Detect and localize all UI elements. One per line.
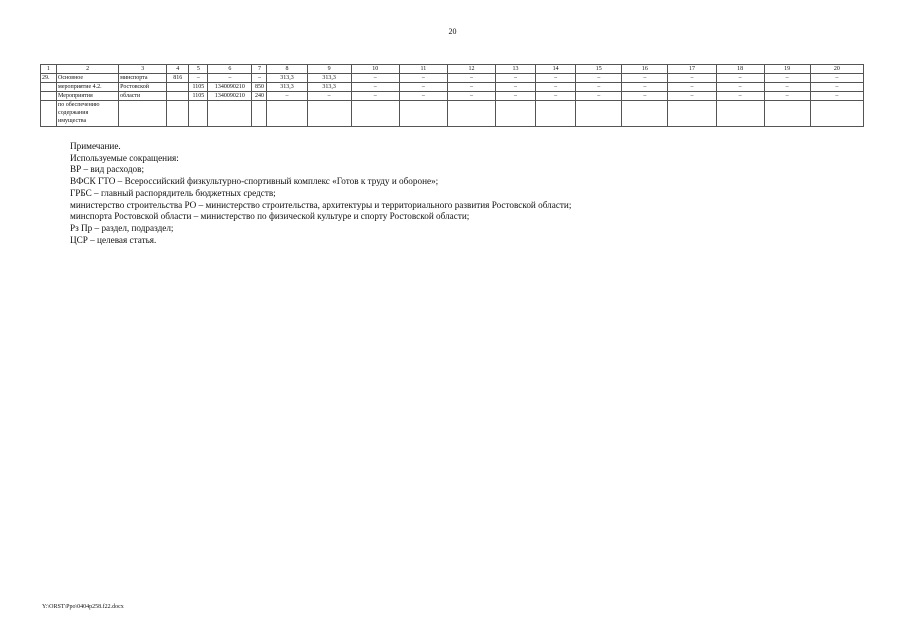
notes-subtitle: Используемые сокращения: bbox=[70, 152, 179, 163]
table-header-row bbox=[41, 65, 864, 74]
table-cell: – bbox=[351, 83, 399, 92]
table-cell: – bbox=[716, 92, 764, 101]
note-item: ЦСР – целевая статья. bbox=[70, 234, 157, 245]
table-cell: 816 bbox=[167, 74, 189, 83]
table-cell: – bbox=[716, 83, 764, 92]
table-cell: – bbox=[668, 74, 716, 83]
table-cell: 29. bbox=[41, 74, 57, 83]
table-cell bbox=[668, 101, 716, 127]
table-cell: 850 bbox=[252, 83, 267, 92]
table-cell: – bbox=[351, 74, 399, 83]
table-cell bbox=[307, 101, 351, 127]
header-cell: 20 bbox=[810, 65, 863, 74]
header-cell: 13 bbox=[496, 65, 536, 74]
notes-title: Примечание. bbox=[70, 141, 121, 151]
table-cell: – bbox=[496, 74, 536, 83]
table-cell bbox=[447, 101, 495, 127]
note-item: ГРБС – главный распорядитель бюджетных средств; bbox=[70, 187, 276, 198]
header-cell: 5 bbox=[189, 65, 208, 74]
table-cell: – bbox=[622, 92, 668, 101]
table-cell bbox=[189, 101, 208, 127]
table-cell: – bbox=[810, 83, 863, 92]
header-cell: 3 bbox=[119, 65, 167, 74]
table-cell: – bbox=[447, 74, 495, 83]
footer-file-path: Y:\ORST\Ppo\0404p258.f22.docx bbox=[42, 604, 124, 610]
budget-table bbox=[40, 64, 864, 127]
table-cell: – bbox=[622, 83, 668, 92]
table-cell bbox=[167, 83, 189, 92]
table-row bbox=[41, 83, 864, 92]
table-cell bbox=[267, 101, 307, 127]
table-cell: – bbox=[351, 92, 399, 101]
table-cell bbox=[622, 101, 668, 127]
table-cell: – bbox=[189, 74, 208, 83]
table-cell: – bbox=[307, 92, 351, 101]
table-cell bbox=[41, 101, 57, 127]
table-cell: – bbox=[622, 74, 668, 83]
table-cell bbox=[208, 101, 252, 127]
table-cell: 1105 bbox=[189, 92, 208, 101]
table-cell: – bbox=[399, 83, 447, 92]
table-cell: – bbox=[447, 92, 495, 101]
header-cell: 8 bbox=[267, 65, 307, 74]
table-cell: 313,3 bbox=[307, 74, 351, 83]
table-cell bbox=[41, 92, 57, 101]
table-cell: – bbox=[536, 74, 576, 83]
table-cell: – bbox=[764, 92, 810, 101]
table-cell bbox=[252, 101, 267, 127]
table-cell bbox=[167, 92, 189, 101]
table-cell bbox=[399, 101, 447, 127]
table-cell bbox=[496, 101, 536, 127]
table-cell: – bbox=[252, 74, 267, 83]
header-cell: 19 bbox=[764, 65, 810, 74]
note-item: минспорта Ростовской области – министерство по физической культуре и спорту Ростовской области; bbox=[70, 211, 470, 222]
header-cell: 17 bbox=[668, 65, 716, 74]
table-cell: Мероприятия bbox=[57, 92, 119, 101]
page-number: 20 bbox=[448, 27, 457, 36]
header-cell: 6 bbox=[208, 65, 252, 74]
table-cell: – bbox=[267, 92, 307, 101]
table-cell: 240 bbox=[252, 92, 267, 101]
table-cell: – bbox=[447, 83, 495, 92]
table-cell bbox=[576, 101, 622, 127]
header-cell: 18 bbox=[716, 65, 764, 74]
table-cell: 1340090210 bbox=[208, 92, 252, 101]
header-cell: 16 bbox=[622, 65, 668, 74]
table-cell: – bbox=[496, 92, 536, 101]
table-cell: – bbox=[576, 92, 622, 101]
table-cell bbox=[764, 101, 810, 127]
table-cell: 1105 bbox=[189, 83, 208, 92]
table-cell bbox=[351, 101, 399, 127]
table-cell bbox=[810, 101, 863, 127]
table-cell: – bbox=[668, 92, 716, 101]
table-cell: – bbox=[536, 92, 576, 101]
note-item: ВР – вид расходов; bbox=[70, 164, 145, 175]
table-cell: – bbox=[576, 83, 622, 92]
header-cell: 14 bbox=[536, 65, 576, 74]
table-cell: – bbox=[810, 92, 863, 101]
table-cell: 313,3 bbox=[267, 74, 307, 83]
table-cell: 313,3 bbox=[267, 83, 307, 92]
note-item: Рз Пр – раздел, подраздел; bbox=[70, 222, 174, 233]
table-cell: – bbox=[576, 74, 622, 83]
table-cell: мероприятие 4.2. bbox=[57, 83, 119, 92]
header-cell: 10 bbox=[351, 65, 399, 74]
note-item: ВФСК ГТО – Всероссийский физкультурно-спортивный комплекс «Готов к труду и обороне»; bbox=[70, 176, 439, 187]
table-cell: минспорта bbox=[119, 74, 167, 83]
header-cell: 1 bbox=[41, 65, 57, 74]
table-cell bbox=[167, 101, 189, 127]
table-cell: 313,3 bbox=[307, 83, 351, 92]
table-cell: – bbox=[764, 83, 810, 92]
table-cell bbox=[41, 83, 57, 92]
header-cell: 11 bbox=[399, 65, 447, 74]
table-cell: – bbox=[668, 83, 716, 92]
table-cell: – bbox=[208, 74, 252, 83]
table-cell: – bbox=[496, 83, 536, 92]
note-item: министерство строительства РО – министерство строительства, архитектуры и территориального развития Ростовской области; bbox=[70, 199, 572, 210]
table-cell: Основное bbox=[57, 74, 119, 83]
table-row bbox=[41, 101, 864, 127]
table-cell: по обеспечению содержания имущества bbox=[57, 101, 119, 127]
table-cell: – bbox=[810, 74, 863, 83]
table-cell: Ростовской bbox=[119, 83, 167, 92]
header-cell: 2 bbox=[57, 65, 119, 74]
table-cell bbox=[119, 101, 167, 127]
table-cell bbox=[716, 101, 764, 127]
table-cell: – bbox=[716, 74, 764, 83]
header-cell: 15 bbox=[576, 65, 622, 74]
table-cell: – bbox=[536, 83, 576, 92]
table-cell bbox=[536, 101, 576, 127]
table-cell: – bbox=[399, 74, 447, 83]
table-cell: – bbox=[399, 92, 447, 101]
notes-block bbox=[70, 141, 571, 246]
table-cell: – bbox=[764, 74, 810, 83]
table-cell: области bbox=[119, 92, 167, 101]
table-row bbox=[41, 92, 864, 101]
header-cell: 9 bbox=[307, 65, 351, 74]
table-cell: 1340090210 bbox=[208, 83, 252, 92]
header-cell: 7 bbox=[252, 65, 267, 74]
header-cell: 4 bbox=[167, 65, 189, 74]
table-row bbox=[41, 74, 864, 83]
header-cell: 12 bbox=[447, 65, 495, 74]
